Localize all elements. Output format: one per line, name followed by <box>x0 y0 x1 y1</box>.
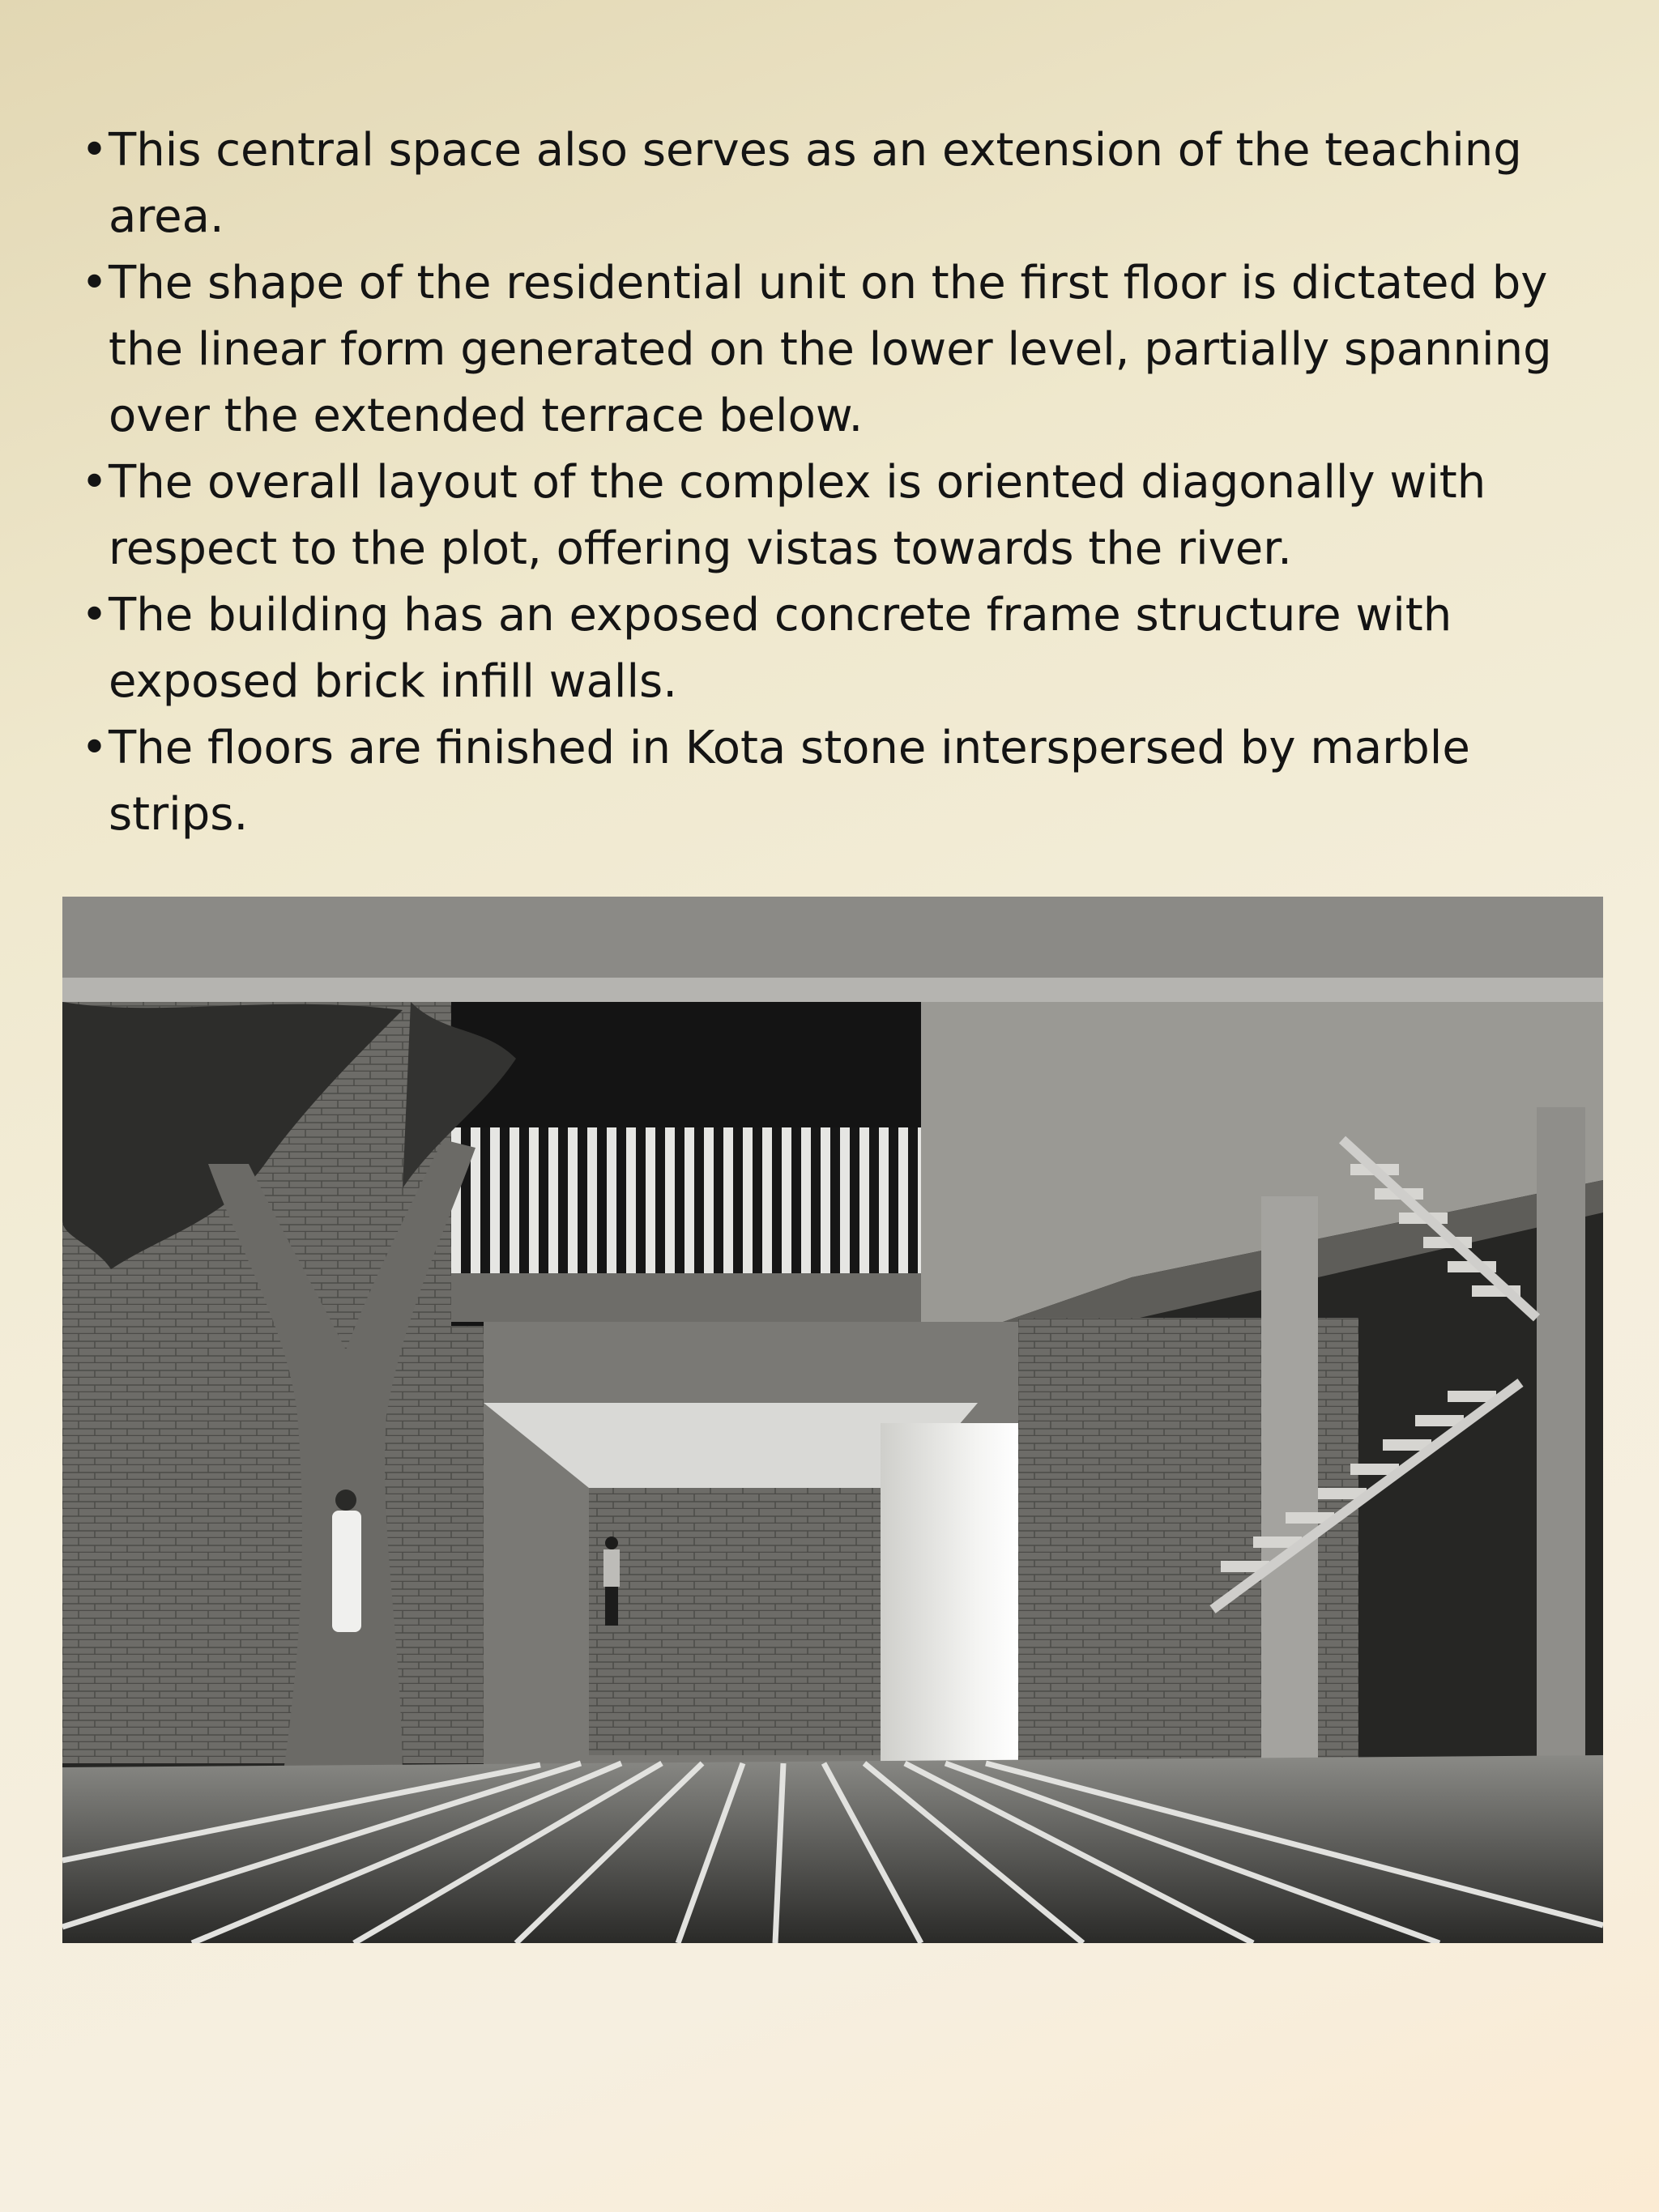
bullet-item <box>81 117 1604 250</box>
bullet-text: The overall layout of the complex is oriented diagonally with respect to the plot, offering vistas towards the river. <box>109 456 1486 575</box>
bullet-dot-icon: • <box>81 722 109 774</box>
bullet-dot-icon: • <box>81 456 109 509</box>
bullet-item <box>81 715 1604 848</box>
slatted-railing <box>451 1127 921 1273</box>
bullet-item <box>81 582 1604 715</box>
bullet-dot-icon: • <box>81 589 109 641</box>
bullet-dot-icon: • <box>81 257 109 309</box>
bullet-text: The building has an exposed concrete frame structure with exposed brick infill walls. <box>109 589 1452 708</box>
bullet-item <box>81 250 1604 450</box>
bullet-text: The floors are finished in Kota stone interspersed by marble strips. <box>109 722 1470 841</box>
bullet-item <box>81 450 1604 582</box>
courtyard-photo-illustration <box>62 897 1603 1943</box>
light-opening <box>881 1423 1018 1763</box>
bullet-text: This central space also serves as an extension of the teaching area. <box>109 124 1522 243</box>
courtyard-photo <box>62 897 1603 1943</box>
bullet-text: The shape of the residential unit on the first floor is dictated by the linear form generated on the lower level, partially spanning over the extended terrace below. <box>109 257 1552 442</box>
bullet-dot-icon: • <box>81 124 109 177</box>
person-distant <box>603 1536 620 1626</box>
bullet-list <box>81 117 1604 848</box>
